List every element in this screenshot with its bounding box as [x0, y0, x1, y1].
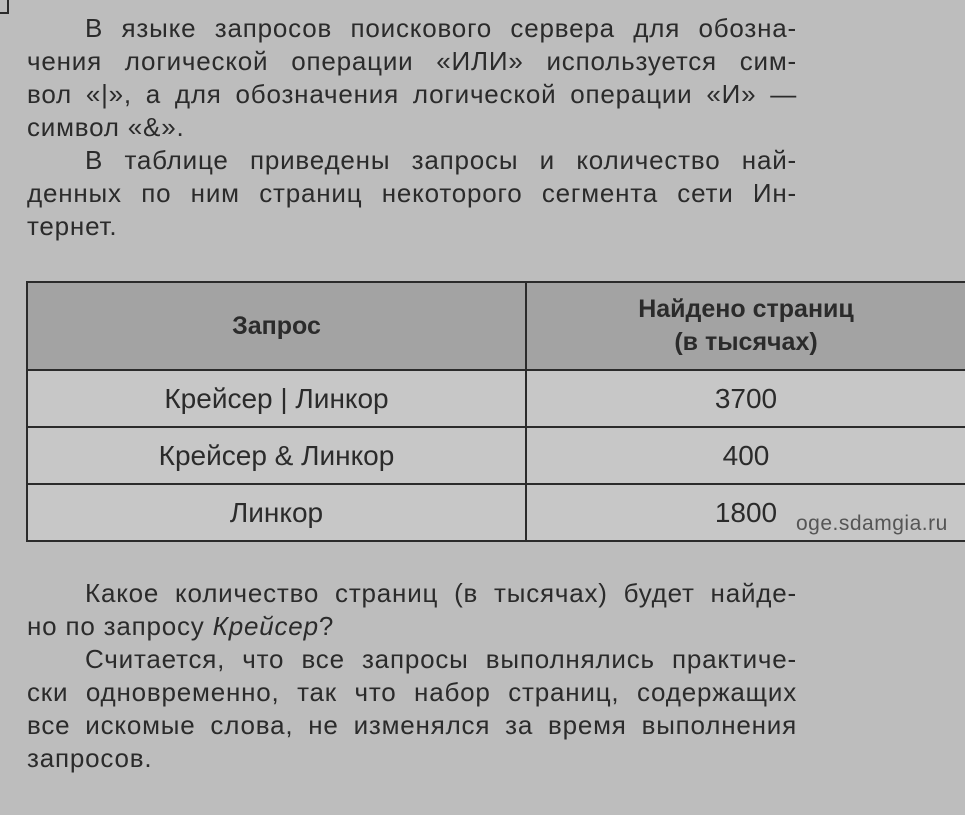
header-query: [27, 282, 526, 370]
found-cell: 400: [526, 427, 965, 484]
question-keyword: Крейсер: [212, 611, 319, 641]
intro-text: [27, 12, 797, 243]
question-line: Какое количество страниц (в тысячах) будет найде-: [85, 578, 797, 608]
table-header-row: [27, 282, 965, 370]
condition-line: ски одновременно, так что набор страниц, содержащих: [27, 677, 797, 707]
query-cell: Крейсер & Линкор: [27, 427, 526, 484]
question-text: [27, 577, 797, 775]
intro-line: чения логической операции «ИЛИ» используется сим-: [27, 46, 797, 76]
corner-mark: [0, 0, 9, 14]
table-row: [27, 427, 965, 484]
query-cell: Линкор: [27, 484, 526, 541]
header-found-line1: Найдено страниц: [638, 295, 854, 323]
intro-line: В таблице приведены запросы и количество най-: [85, 145, 797, 175]
results-table: [26, 281, 965, 542]
question-prefix: но по запросу: [27, 611, 213, 641]
found-cell: 3700: [526, 370, 965, 427]
condition-line: запросов.: [27, 743, 153, 773]
watermark: oge.sdamgia.ru: [796, 512, 948, 535]
header-query-label: Запрос: [232, 311, 321, 340]
intro-line: тернет.: [27, 211, 118, 241]
intro-line: В языке запросов поискового сервера для обозна-: [85, 13, 797, 43]
intro-line: вол «|», а для обозначения логической операции «И» —: [27, 79, 797, 109]
intro-line: денных по ним страниц некоторого сегмента сети Ин-: [27, 178, 797, 208]
question-line: [27, 610, 797, 643]
question-suffix: ?: [318, 611, 335, 641]
intro-line: символ «&».: [27, 112, 185, 142]
query-cell: Крейсер | Линкор: [27, 370, 526, 427]
header-found: [526, 282, 965, 370]
header-found-line2: (в тысячах): [674, 328, 818, 356]
condition-line: все искомые слова, не изменялся за время выполнения: [27, 710, 797, 740]
table-row: [27, 370, 965, 427]
condition-line: Считается, что все запросы выполнялись практиче-: [85, 644, 797, 674]
found-cell: 1800: [526, 484, 965, 541]
